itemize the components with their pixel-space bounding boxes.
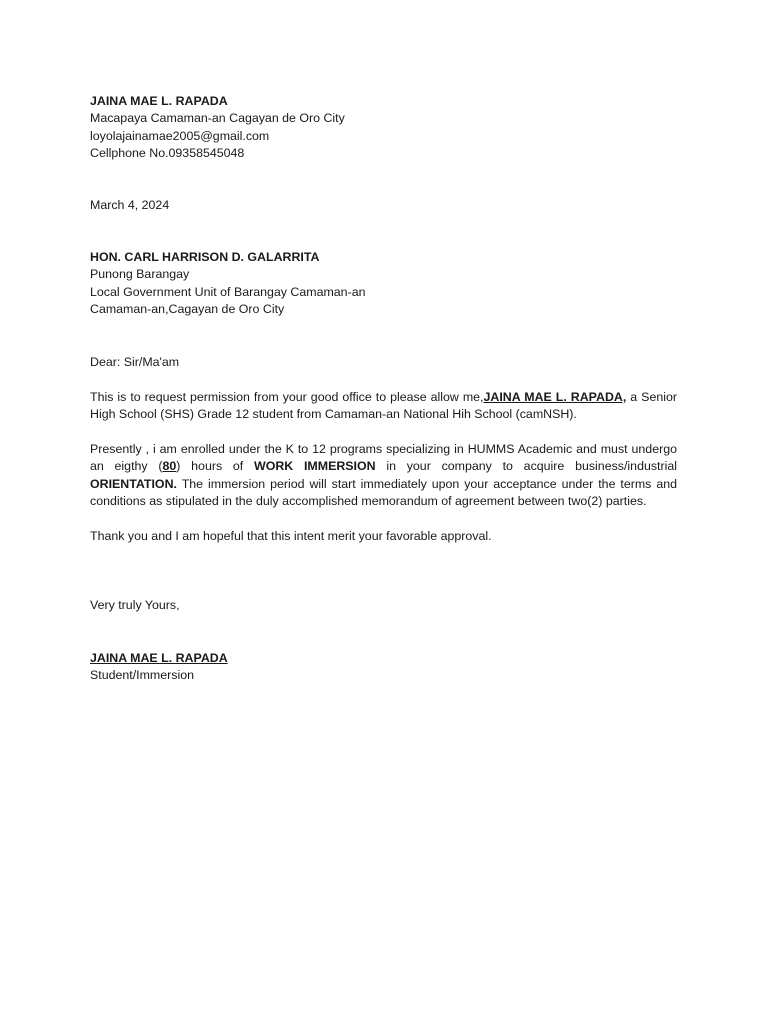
paragraph-enrollment [90,441,677,511]
sender-name: JAINA MAE L. RAPADA [90,94,228,108]
closing: Very truly Yours, [90,598,180,612]
recipient-name: HON. CARL HARRISON D. GALARRITA [90,250,320,264]
sender-block [90,93,677,163]
paragraph-request-text-before: This is to request permission from your good office to please allow me, [90,390,484,404]
paragraph-enrollment-hours: 80 [162,459,177,474]
paragraph-enrollment-text-1: Presently , i am enrolled under the K to 12 programs specializing in HUMMS Academic and must undergo an eigthy ( [90,442,677,474]
recipient-block [90,249,677,319]
signature-name: JAINA MAE L. RAPADA [90,651,228,665]
paragraph-request-student-name: JAINA MAE L. RAPADA, [483,390,627,404]
paragraph-request [90,389,677,424]
paragraph-enrollment-text-2: ) hours of [176,459,254,474]
closing-block [90,597,677,614]
paragraph-enrollment-work-immersion: WORK IMMERSION [254,459,376,474]
recipient-address: Camaman-an,Cagayan de Oro City [90,302,285,317]
paragraph-request-text-after: a Senior High School (SHS) Grade 12 student from Camaman-an National Hih School (camNSH). [90,390,678,422]
letter-date: March 4, 2024 [90,198,170,212]
signature-block [90,650,677,685]
salutation: Dear: Sir/Ma'am [90,355,180,369]
recipient-title: Punong Barangay [90,267,190,282]
paragraph-thanks: Thank you and I am hopeful that this intent merit your favorable approval. [90,529,492,543]
date-block [90,197,677,214]
paragraph-enrollment-orientation: ORIENTATION. [90,476,177,491]
sender-address: Macapaya Camaman-an Cagayan de Oro City [90,111,345,126]
paragraph-enrollment-text-4: The immersion period will start immediately upon your acceptance under the terms and conditions as stipulated in the duly accomplished memorandum of agreement between two(2) parties. [90,476,677,509]
paragraph-enrollment-text-3: in your company to acquire business/industrial [375,459,678,474]
salutation-block [90,354,677,371]
sender-email: loyolajainamae2005@gmail.com [90,128,270,143]
sender-phone: Cellphone No.09358545048 [90,146,245,161]
paragraph-thanks-block [90,528,677,545]
recipient-office: Local Government Unit of Barangay Camaman-an [90,284,366,299]
signature-role: Student/Immersion [90,668,194,683]
